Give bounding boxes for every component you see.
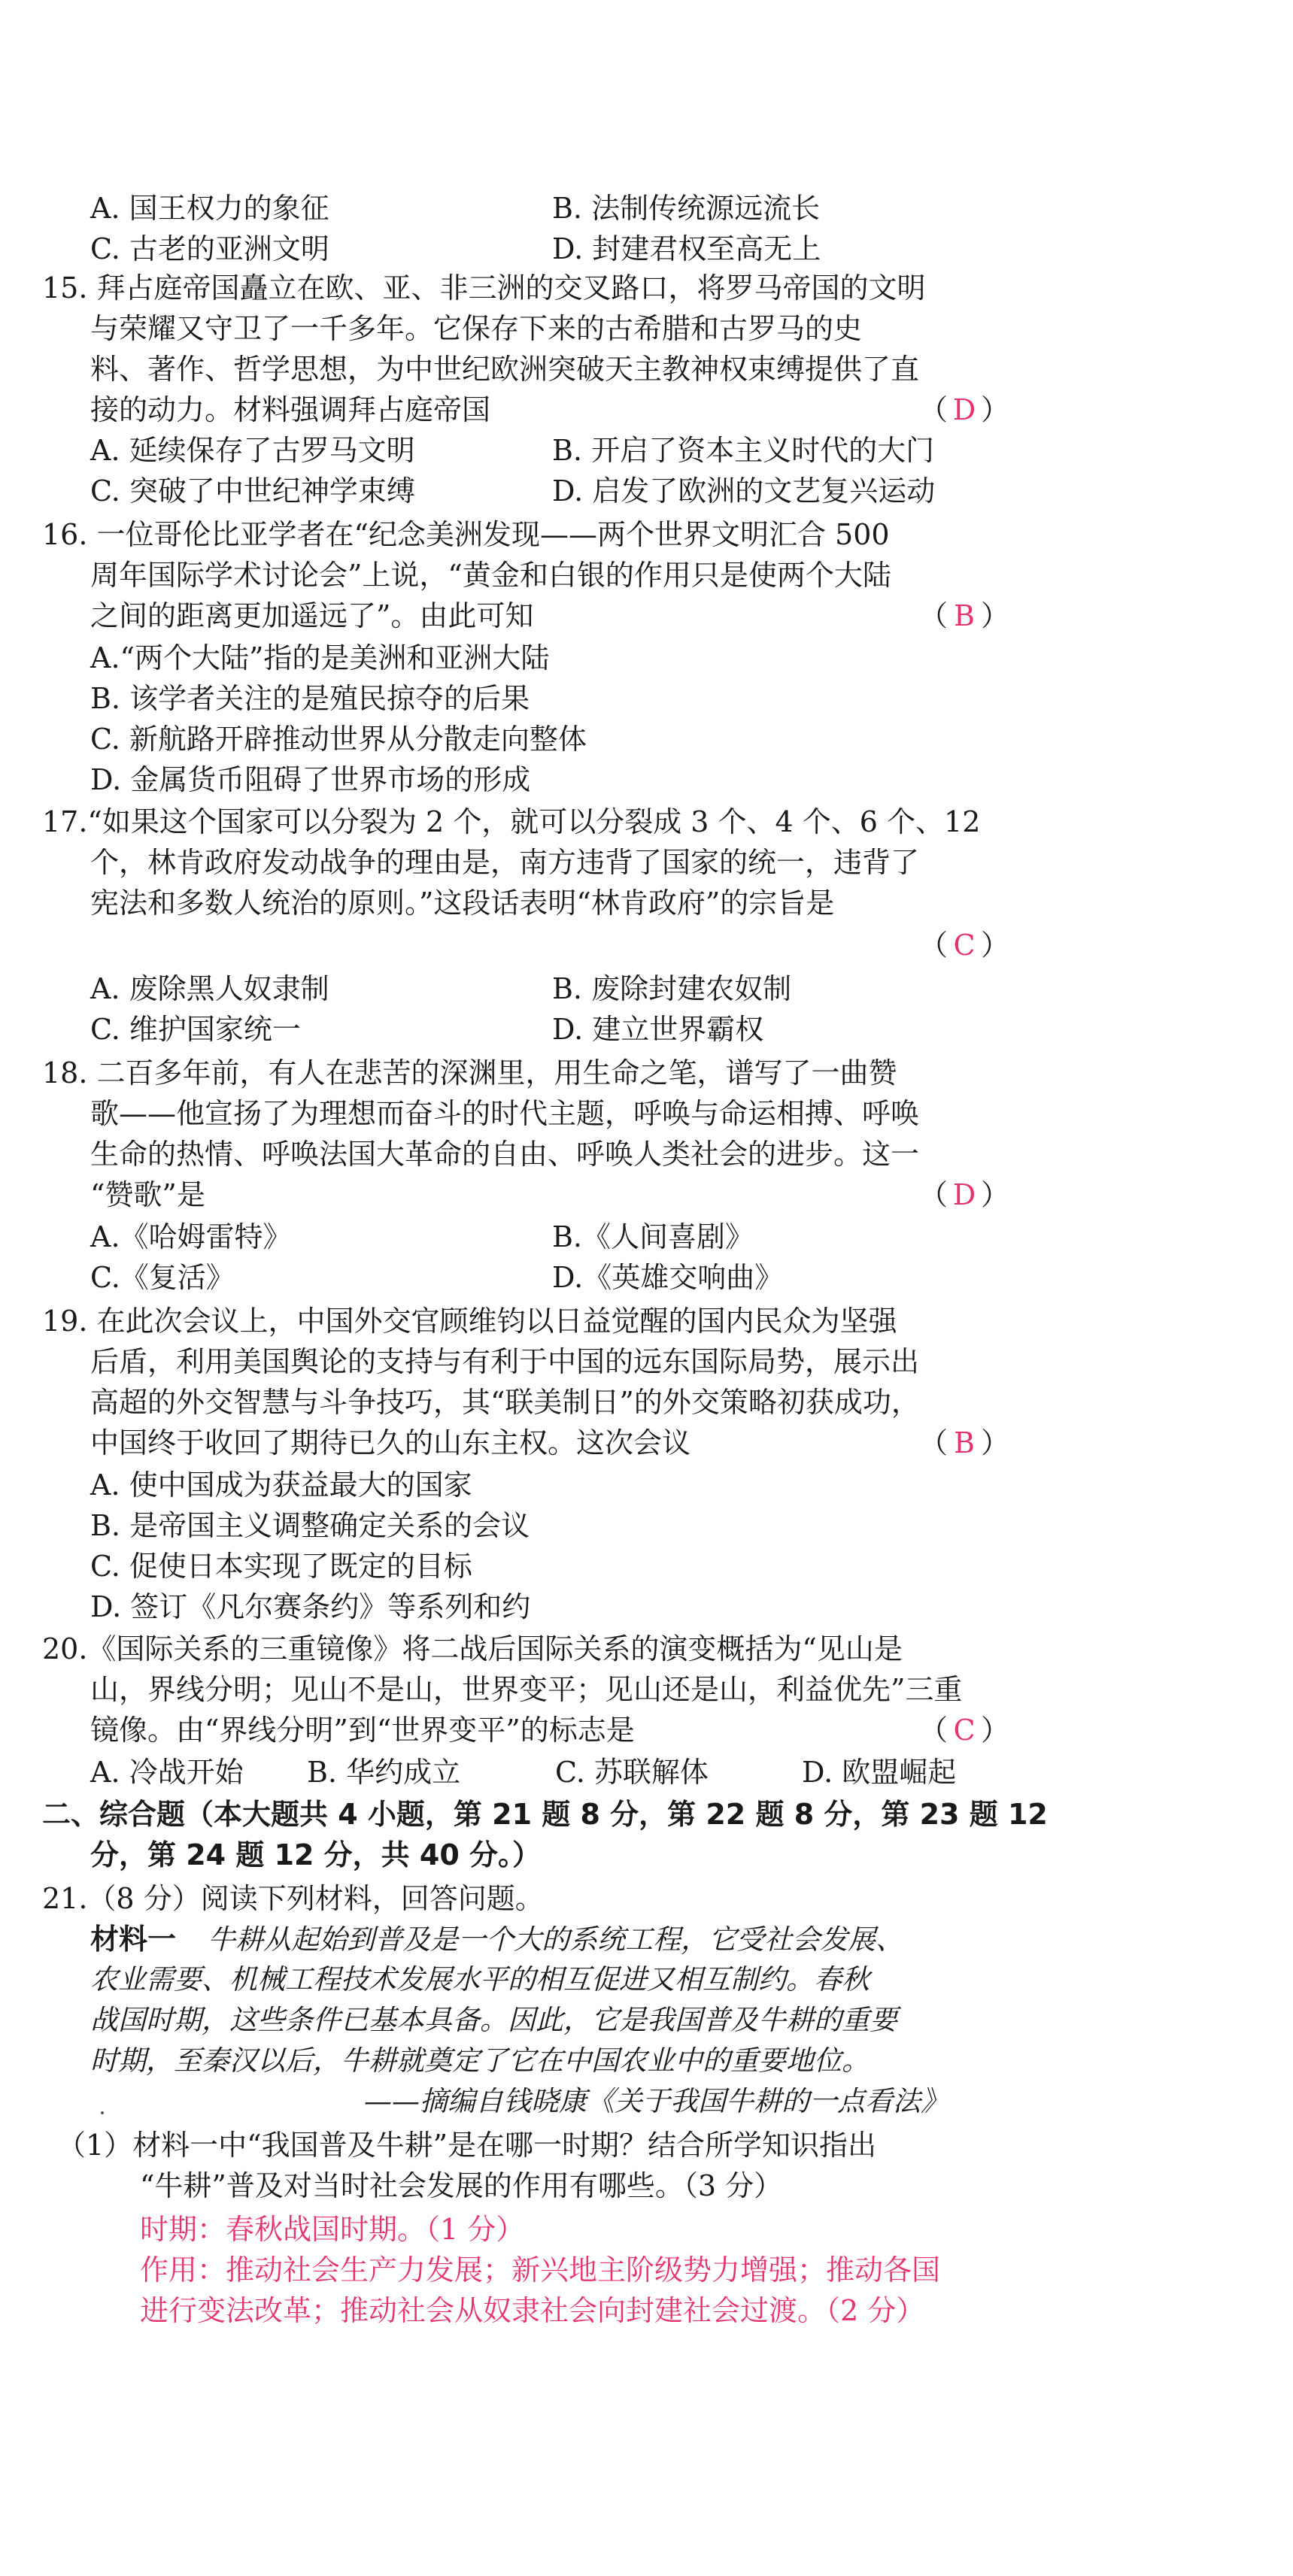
q18-stem-line: 生命的热情、呼唤法国大革命的自由、呼唤人类社会的进步。这一: [90, 1138, 920, 1171]
answer-mark: C: [953, 1714, 976, 1747]
answer-mark: D: [952, 393, 976, 426]
q18-stem-line: 歌——他宣扬了为理想而奋斗的时代主题，呼唤与命运相搏、呼唤: [90, 1097, 920, 1130]
q17-stem-line: 17.“如果这个国家可以分裂为 2 个，就可以分裂成 3 个、4 个、6 个、12: [42, 805, 981, 838]
section-heading-cont: 分，第 24 题 12 分，共 40 分。）: [90, 1838, 542, 1871]
q17-option-d: D. 建立世界霸权: [552, 1013, 764, 1046]
q15-option-d: D. 启发了欧洲的文艺复兴运动: [552, 474, 936, 508]
q18-answer: （ D ）: [919, 1176, 1009, 1214]
q17-answer: （ C ）: [919, 926, 1009, 964]
q16-stem-line: 之间的距离更加遥远了”。由此可知: [90, 599, 534, 632]
q15-stem-line: 接的动力。材料强调拜占庭帝国: [90, 393, 491, 426]
q20-stem-line: 山，界线分明；见山不是山，世界变平；见山还是山，利益优先”三重: [90, 1673, 963, 1706]
answer-mark: B: [954, 1426, 975, 1459]
q19-option: B. 是帝国主义调整确定关系的会议: [90, 1509, 530, 1542]
q20-answer: （ C ）: [919, 1711, 1009, 1749]
answer-mark: D: [952, 1178, 976, 1211]
q17-option-b: B. 废除封建农奴制: [552, 972, 792, 1005]
q15-answer: （ D ）: [919, 391, 1009, 429]
section-heading: 二、综合题（本大题共 4 小题，第 21 题 8 分，第 22 题 8 分，第 23 题 12: [42, 1798, 1048, 1831]
q20-stem-line: 镜像。由“界线分明”到“世界变平”的标志是: [90, 1714, 635, 1747]
q16-answer: （ B ）: [919, 597, 1009, 635]
q19-stem-line: 后盾，利用美国舆论的支持与有利于中国的远东国际局势，展示出: [90, 1345, 920, 1378]
q19-option: A. 使中国成为获益最大的国家: [90, 1468, 472, 1502]
q19-option: D. 签订《凡尔赛条约》等系列和约: [90, 1590, 531, 1623]
q18-option-d: D.《英雄交响曲》: [552, 1261, 784, 1294]
q19-stem-line: 高超的外交智慧与斗争技巧，其“联美制日”的外交策略初获成功，: [90, 1386, 920, 1419]
q20-option-d: D. 欧盟崛起: [802, 1756, 957, 1789]
answer-mark: B: [954, 599, 975, 632]
q19-stem-line: 中国终于收回了期待已久的山东主权。这次会议: [90, 1426, 691, 1459]
q18-stem-line: 18. 二百多年前，有人在悲苦的深渊里，用生命之笔，谱写了一曲赞: [42, 1056, 897, 1089]
q15-stem-line: 与荣耀又守卫了一千多年。它保存下来的古希腊和古罗马的史: [90, 312, 863, 345]
material-text: 农业需要、机械工程技术发展水平的相互促进又相互制约。春秋: [90, 1963, 870, 1996]
material-text: 时期，至秦汉以后，牛耕就奠定了它在中国农业中的重要地位。: [90, 2044, 870, 2077]
q14-option-b: B. 法制传统源远流长: [552, 192, 821, 225]
q16-option: A.“两个大陆”指的是美洲和亚洲大陆: [90, 641, 550, 674]
scan-speck: [101, 2111, 104, 2114]
q16-option: B. 该学者关注的是殖民掠夺的后果: [90, 682, 530, 715]
answer-line: 作用：推动社会生产力发展；新兴地主阶级势力增强；推动各国: [140, 2253, 941, 2287]
q15-option-b: B. 开启了资本主义时代的大门: [552, 434, 935, 467]
q21-stem: 21.（8 分）阅读下列材料，回答问题。: [42, 1882, 544, 1915]
q18-option-c: C.《复活》: [90, 1261, 235, 1294]
q20-option-b: B. 华约成立: [307, 1756, 461, 1789]
q20-option-c: C. 苏联解体: [555, 1756, 709, 1789]
answer-mark: C: [953, 929, 976, 962]
q14-option-d: D. 封建君权至高无上: [552, 232, 821, 265]
material-source: ——摘编自钱晓康《关于我国牛耕的一点看法》: [364, 2085, 949, 2117]
q20-option-a: A. 冷战开始: [90, 1756, 244, 1789]
q17-option-c: C. 维护国家统一: [90, 1013, 301, 1046]
q15-stem-line: 15. 拜占庭帝国矗立在欧、亚、非三洲的交叉路口，将罗马帝国的文明: [42, 271, 926, 305]
q15-stem-line: 料、著作、哲学思想，为中世纪欧洲突破天主教神权束缚提供了直: [90, 353, 920, 386]
q19-stem-line: 19. 在此次会议上，中国外交官顾维钧以日益觉醒的国内民众为坚强: [42, 1305, 897, 1338]
q17-stem-line: 个，林肯政府发动战争的理由是，南方违背了国家的统一，违背了: [90, 846, 920, 879]
q17-stem-line: 宪法和多数人统治的原则。”这段话表明“林肯政府”的宗旨是: [90, 886, 835, 920]
q16-stem-line: 16. 一位哥伦比亚学者在“纪念美洲发现——两个世界文明汇合 500: [42, 518, 890, 551]
q18-option-a: A.《哈姆雷特》: [90, 1220, 292, 1253]
q19-option: C. 促使日本实现了既定的目标: [90, 1550, 472, 1583]
q16-option: D. 金属货币阻碍了世界市场的形成: [90, 763, 531, 796]
q14-option-a: A. 国王权力的象征: [90, 192, 329, 225]
q18-stem-line: “赞歌”是: [90, 1178, 205, 1211]
answer-line: 进行变法改革；推动社会从奴隶社会向封建社会过渡。（2 分）: [140, 2294, 925, 2327]
q20-stem-line: 20.《国际关系的三重镜像》将二战后国际关系的演变概括为“见山是: [42, 1632, 903, 1665]
material-first-line: [90, 1920, 903, 1958]
q16-option: C. 新航路开辟推动世界从分散走向整体: [90, 723, 587, 756]
material-text: 牛耕从起始到普及是一个大的系统工程，它受社会发展、: [208, 1923, 904, 1956]
q21-subquestion: “牛耕”普及对当时社会发展的作用有哪些。（3 分）: [140, 2169, 783, 2202]
material-label: 材料一: [90, 1923, 177, 1956]
q21-subquestion: （1）材料一中“我国普及牛耕”是在哪一时期？结合所学知识指出: [57, 2129, 877, 2162]
q16-stem-line: 周年国际学术讨论会”上说，“黄金和白银的作用只是使两个大陆: [90, 559, 891, 592]
q15-option-c: C. 突破了中世纪神学束缚: [90, 474, 415, 508]
material-text: 战国时期，这些条件已基本具备。因此，它是我国普及牛耕的重要: [90, 2004, 897, 2036]
q18-option-b: B.《人间喜剧》: [552, 1220, 754, 1253]
q15-option-a: A. 延续保存了古罗马文明: [90, 434, 415, 467]
answer-line: 时期：春秋战国时期。（1 分）: [140, 2213, 525, 2246]
q19-answer: （ B ）: [919, 1424, 1009, 1462]
q14-option-c: C. 古老的亚洲文明: [90, 232, 329, 265]
q17-option-a: A. 废除黑人奴隶制: [90, 972, 329, 1005]
